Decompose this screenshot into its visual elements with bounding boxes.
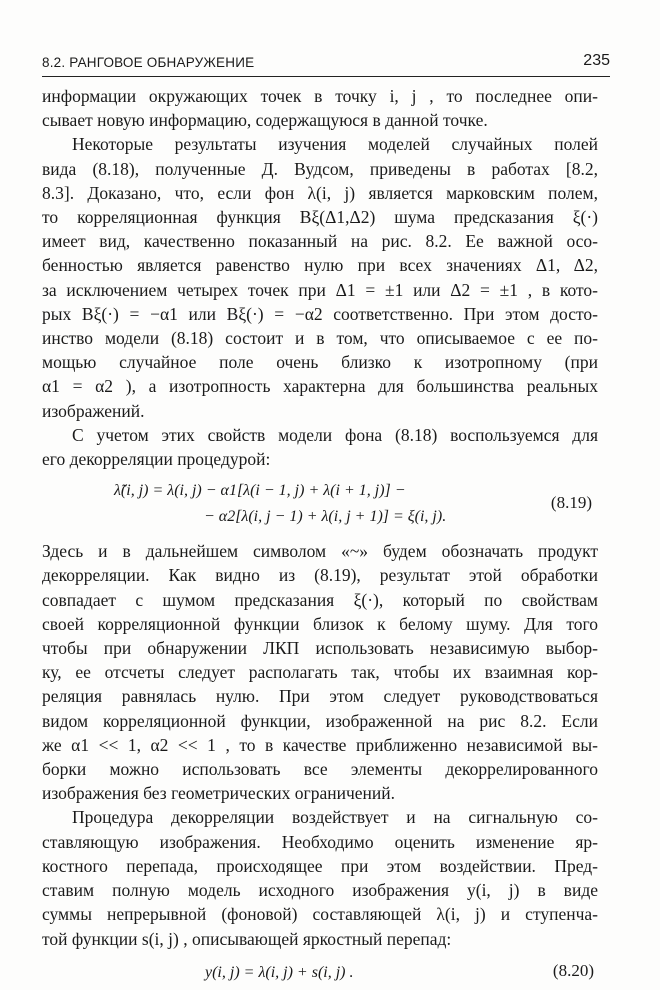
text-line: суммы непрерывной (фоновой) составляющей λ(i, j) и ступенча-	[42, 904, 598, 925]
text-line: Здесь и в дальнейшем символом «~» будем обозначать продукт	[42, 541, 598, 562]
text-line: то корреляционная функция Bξ(Δ1,Δ2) шума предсказания ξ(·)	[42, 207, 598, 228]
equation-number: (8.20)	[552, 960, 594, 980]
text-line: реляция равнялась нулю. При этом следует руководствоваться	[42, 686, 598, 707]
text-line: изображений.	[42, 400, 145, 421]
equation-number: (8.19)	[550, 493, 592, 513]
page-number: 235	[583, 52, 610, 69]
text-line: ставим полную модель исходного изображения y(i, j) в виде	[42, 880, 598, 901]
text-line: сывает новую информацию, содержащуюся в данной точке.	[42, 110, 488, 131]
text-line: α1 = α2 ), а изотропность характерна для большинства реальных	[42, 376, 598, 397]
text-line: мощью случайное поле очень близко к изотропному (при	[42, 352, 598, 373]
text-line: информации окружающих точек в точку i, j , то последнее опи-	[42, 86, 598, 106]
text-line: его декорреляции процедурой:	[42, 449, 271, 470]
equation-8-19	[42, 477, 598, 533]
text-line: Некоторые результаты изучения моделей случайных полей	[72, 134, 598, 155]
equation-line: − α2[λ(i, j − 1) + λ(i, j + 1)] = ξ(i, j).	[204, 508, 447, 526]
page-body	[42, 84, 598, 987]
text-line: борки можно использовать все элементы декоррелированного	[42, 759, 598, 780]
text-line: совпадает с шумом предсказания ξ(·), который по свойствам	[42, 589, 598, 610]
paragraph-1	[42, 84, 598, 132]
text-line: изображения без геометрических ограничений.	[42, 783, 395, 804]
running-header	[42, 52, 610, 77]
text-line: чтобы при обнаружении ЛКП использовать независимую выбор-	[42, 638, 598, 659]
text-line: той функции s(i, j) , описывающей яркостный перепад:	[42, 928, 452, 949]
text-line: костного перепада, происходящее при этом воздействии. Пред-	[42, 855, 598, 876]
text-line: ставляющую изображения. Необходимо оценить изменение яр-	[42, 831, 598, 852]
equation-8-20	[42, 957, 598, 987]
section-title: 8.2. РАНГОВОЕ ОБНАРУЖЕНИЕ	[42, 55, 255, 70]
text-line: же α1 << 1, α2 << 1 , то в качестве приближенно независимой вы-	[42, 734, 598, 755]
text-line: видом корреляционной функции, изображенной на рис 8.2. Если	[42, 710, 598, 731]
text-line: С учетом этих свойств модели фона (8.18) воспользуемся для	[72, 424, 598, 445]
text-line: ку, ее отсчеты следует располагать так, чтобы их взаимная кор-	[42, 662, 598, 683]
text-line: бенностью является равенство нулю при всех значениях Δ1, Δ2,	[42, 255, 598, 276]
text-line: Процедура декорреляции воздействует и на сигнальную со-	[72, 807, 598, 828]
paragraph-3	[42, 423, 598, 471]
equation-line: λ̃(i, j) = λ(i, j) − α1[λ(i − 1, j) + λ(i + 1, j)] −	[114, 482, 406, 500]
equation-line: y(i, j) = λ(i, j) + s(i, j) .	[205, 963, 354, 981]
paragraph-2	[42, 132, 598, 422]
paragraph-4	[42, 539, 598, 805]
text-line: имеет вид, качественно показанный на рис. 8.2. Ее важной осо-	[42, 231, 598, 252]
text-line: 8.3]. Доказано, что, если фон λ(i, j) является марковским полем,	[42, 182, 598, 203]
text-line: своей корреляционной функции близок к белому шуму. Для того	[42, 613, 598, 634]
text-line: вида (8.18), полученные Д. Вудсом, приведены в работах [8.2,	[42, 158, 598, 179]
text-line: рых Bξ(·) = −α1 или Bξ(·) = −α2 соответственно. При этом досто-	[42, 303, 598, 324]
text-line: декорреляции. Как видно из (8.19), результат этой обработки	[42, 565, 598, 586]
text-line: за исключением четырех точек при Δ1 = ±1 или Δ2 = ±1 , в кото-	[42, 279, 598, 300]
paragraph-5	[42, 805, 598, 950]
text-line: инство модели (8.18) состоит и в том, что описываемое с ее по-	[42, 328, 598, 349]
